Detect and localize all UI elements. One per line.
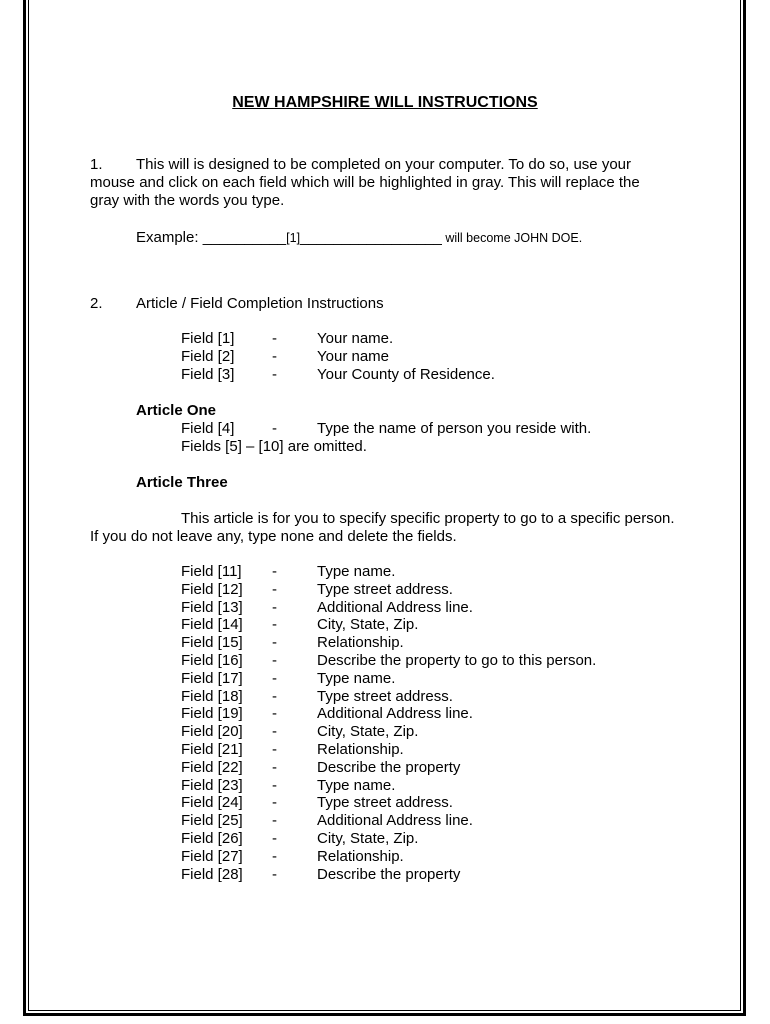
field-description: Type street address.	[317, 580, 453, 598]
field-row	[181, 599, 596, 617]
field-dash: -	[272, 669, 277, 687]
field-description: City, State, Zip.	[317, 616, 419, 634]
field-description: Type name.	[317, 669, 396, 687]
field-description: Type name.	[317, 776, 396, 794]
omitted-fields-note: Fields [5] – [10] are omitted.	[181, 437, 367, 455]
intro-field-list	[181, 330, 495, 383]
example-blank-1: __________	[202, 229, 287, 246]
field-row	[181, 812, 596, 830]
field-description: Your name.	[317, 330, 394, 347]
field-row	[181, 759, 596, 777]
field-row	[181, 794, 596, 812]
field-label: Field [27]	[181, 847, 243, 865]
paragraph-1-number: 1.	[90, 156, 103, 173]
field-description: City, State, Zip.	[317, 723, 419, 741]
field-dash: -	[272, 420, 277, 437]
field-description: Your County of Residence.	[317, 365, 495, 383]
field-row	[181, 616, 596, 634]
paragraph-1-line-1: This will is designed to be completed on your computer. To do so, use your	[136, 156, 631, 173]
field-row	[181, 830, 596, 848]
paragraph-1-line-3: gray with the words you type.	[90, 192, 285, 209]
field-row	[181, 723, 596, 741]
article-three-intro-line-2: If you do not leave any, type none and delete the fields.	[90, 528, 457, 545]
field-label: Field [16]	[181, 651, 243, 669]
field-row	[181, 670, 596, 688]
article-one-heading: Article One	[136, 402, 217, 419]
field-description: Type name.	[317, 563, 396, 580]
field-description: Type street address.	[317, 687, 453, 705]
field-description: City, State, Zip.	[317, 829, 419, 847]
field-dash: -	[272, 847, 277, 865]
field-description: Describe the property	[317, 758, 461, 776]
example-label: Example:	[136, 229, 203, 246]
section-2-title: Article / Field Completion Instructions	[136, 295, 384, 312]
field-label: Field [21]	[181, 740, 243, 758]
field-description: Relationship.	[317, 740, 404, 758]
field-row	[181, 581, 596, 599]
field-label: Field [25]	[181, 812, 243, 830]
field-dash: -	[272, 616, 277, 634]
field-dash: -	[272, 563, 277, 580]
article-three-field-list	[181, 563, 596, 883]
field-row	[181, 330, 495, 348]
section-2-number: 2.	[90, 295, 103, 312]
paragraph-1-line-2: mouse and click on each field which will be highlighted in gray. This will replace the	[90, 174, 640, 191]
field-description: Describe the property	[317, 865, 461, 883]
field-description: Type the name of person you reside with.	[317, 420, 592, 437]
field-dash: -	[272, 865, 277, 883]
field-dash: -	[272, 580, 277, 598]
field-description: Your name	[317, 347, 389, 365]
field-dash: -	[272, 776, 277, 794]
field-dash: -	[272, 347, 277, 365]
field-description: Relationship.	[317, 847, 404, 865]
article-three-intro-line-1: This article is for you to specify specific property to go to a specific person.	[181, 510, 675, 527]
field-dash: -	[272, 330, 277, 347]
field-row	[181, 348, 495, 366]
article-one-field-list	[181, 420, 591, 456]
field-label: Field [28]	[181, 865, 243, 883]
field-label: Field [1]	[181, 330, 235, 347]
page-title: NEW HAMPSHIRE WILL INSTRUCTIONS	[232, 94, 538, 111]
field-row	[181, 866, 596, 884]
field-label: Field [18]	[181, 687, 243, 705]
field-row	[181, 366, 495, 384]
field-label: Field [12]	[181, 580, 243, 598]
field-label: Field [26]	[181, 829, 243, 847]
field-dash: -	[272, 723, 277, 741]
field-description: Additional Address line.	[317, 812, 473, 830]
field-description: Relationship.	[317, 634, 404, 652]
field-label: Field [2]	[181, 347, 235, 365]
field-dash: -	[272, 812, 277, 830]
field-label: Field [13]	[181, 598, 243, 616]
field-dash: -	[272, 794, 277, 812]
field-description: Additional Address line.	[317, 705, 473, 723]
field-row	[181, 777, 596, 795]
field-dash: -	[272, 829, 277, 847]
field-row	[181, 688, 596, 706]
example-field-marker: [1]	[286, 231, 301, 245]
field-row	[181, 563, 596, 581]
section-2-heading	[90, 295, 384, 312]
field-label: Field [14]	[181, 616, 243, 634]
field-label: Field [17]	[181, 669, 243, 687]
field-dash: -	[272, 687, 277, 705]
field-label: Field [3]	[181, 365, 235, 383]
field-label: Field [4]	[181, 420, 235, 437]
field-row	[181, 634, 596, 652]
example-line	[136, 229, 582, 246]
field-dash: -	[272, 740, 277, 758]
field-label: Field [23]	[181, 776, 243, 794]
field-label: Field [22]	[181, 758, 243, 776]
field-dash: -	[272, 598, 277, 616]
field-description: Additional Address line.	[317, 598, 473, 616]
field-label: Field [11]	[181, 563, 242, 580]
example-result: will become JOHN DOE.	[441, 231, 583, 245]
field-dash: -	[272, 634, 277, 652]
field-label: Field [24]	[181, 794, 243, 812]
field-dash: -	[272, 705, 277, 723]
field-dash: -	[272, 365, 277, 383]
field-row	[181, 741, 596, 759]
field-label: Field [15]	[181, 634, 243, 652]
field-label: Field [20]	[181, 723, 243, 741]
field-dash: -	[272, 651, 277, 669]
field-description: Type street address.	[317, 794, 453, 812]
field-label: Field [19]	[181, 705, 243, 723]
field-row	[181, 848, 596, 866]
field-dash: -	[272, 758, 277, 776]
field-row	[181, 705, 596, 723]
example-blank-2: _________________	[300, 229, 442, 246]
field-row	[181, 420, 591, 438]
article-three-heading: Article Three	[136, 474, 228, 491]
paragraph-1	[90, 156, 670, 210]
field-description: Describe the property to go to this person.	[317, 651, 597, 669]
field-row	[181, 652, 596, 670]
